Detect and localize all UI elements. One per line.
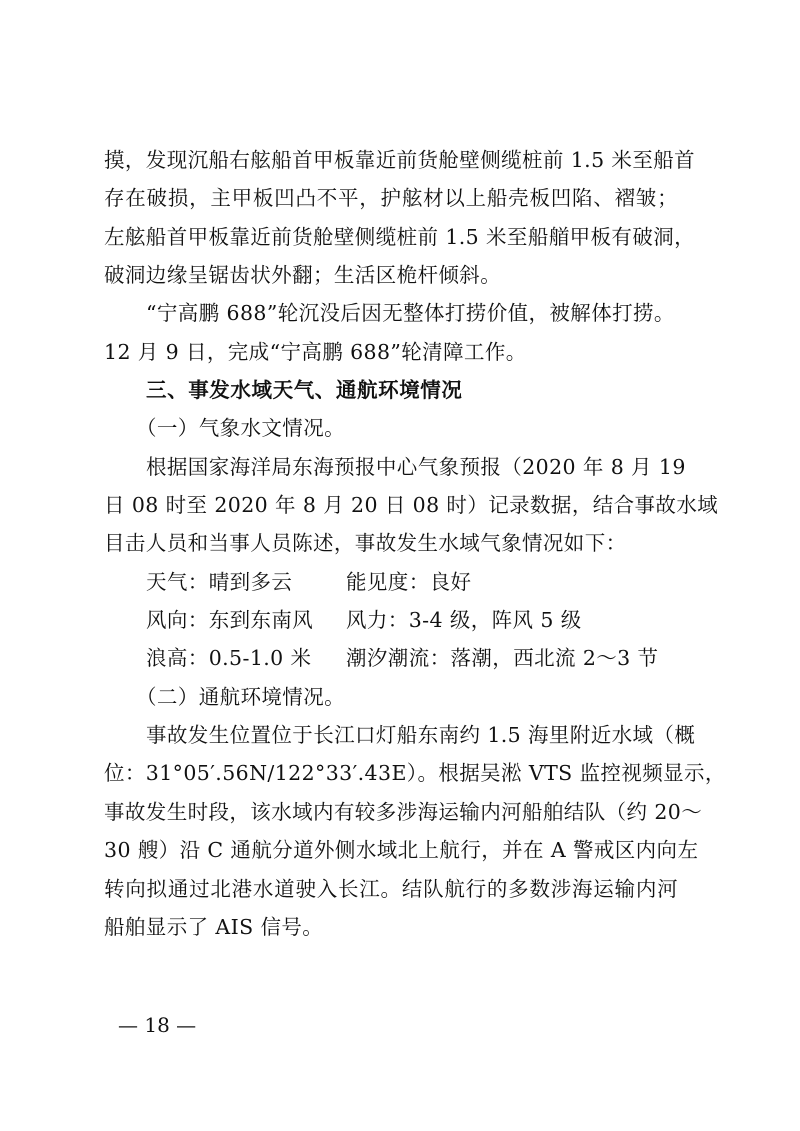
- subsection-heading: （一）气象水文情况。: [136, 416, 345, 440]
- paragraph-line: 破洞边缘呈锯齿状外翻；生活区桅杆倾斜。: [104, 263, 502, 287]
- weather-value: 天气：晴到多云: [146, 570, 293, 594]
- section-heading: 三、事发水域天气、通航环境情况: [146, 378, 463, 402]
- paragraph-line: 目击人员和当事人员陈述，事故发生水域气象情况如下：: [104, 531, 627, 555]
- visibility-value: 能见度：良好: [346, 570, 472, 594]
- paragraph-line: 转向拟通过北港水道驶入长江。结队航行的多数涉海运输内河: [104, 877, 678, 901]
- paragraph-line: “宁高鹏 688”轮沉没后因无整体打捞价值，被解体打捞。: [146, 301, 675, 325]
- paragraph-line: 摸，发现沉船右舷船首甲板靠近前货舱壁侧缆桩前 1.5 米至船首: [104, 148, 696, 172]
- weather-row: [146, 643, 746, 673]
- paragraph-line: 日 08 时至 2020 年 8 月 20 日 08 时）记录数据，结合事故水域: [104, 493, 719, 517]
- paragraph-line: 12 月 9 日，完成“宁高鹏 688”轮清障工作。: [104, 340, 527, 364]
- paragraph-line: 存在破损，主甲板凹凸不平，护舷材以上船壳板凹陷、褶皱；: [104, 186, 678, 210]
- wave-height-value: 浪高：0.5-1.0 米: [146, 646, 312, 670]
- paragraph-line: 根据国家海洋局东海预报中心气象预报（2020 年 8 月 19: [146, 455, 686, 479]
- paragraph-line: 事故发生时段，该水域内有较多涉海运输内河船舶结队（约 20～: [104, 800, 703, 824]
- wind-direction-value: 风向：东到东南风: [146, 608, 314, 632]
- paragraph-line: 左舷船首甲板靠近前货舱壁侧缆桩前 1.5 米至船艏甲板有破洞，: [104, 225, 696, 249]
- weather-row: [146, 567, 746, 597]
- page-number: — 18 —: [118, 1013, 197, 1037]
- paragraph-line: 30 艘）沿 C 通航分道外侧水域北上航行，并在 A 警戒区内向左: [104, 838, 699, 862]
- tide-value: 潮汐潮流：落潮，西北流 2～3 节: [346, 646, 659, 670]
- paragraph-line: 事故发生位置位于长江口灯船东南约 1.5 海里附近水域（概: [146, 723, 696, 747]
- wind-force-value: 风力：3-4 级，阵风 5 级: [346, 608, 582, 632]
- weather-row: [146, 605, 746, 635]
- paragraph-line: 船舶显示了 AIS 信号。: [104, 915, 324, 939]
- subsection-heading: （二）通航环境情况。: [136, 685, 345, 709]
- paragraph-line: 位：31°05′.56N/122°33′.43E）。根据吴淞 VTS 监控视频显示，: [104, 761, 726, 785]
